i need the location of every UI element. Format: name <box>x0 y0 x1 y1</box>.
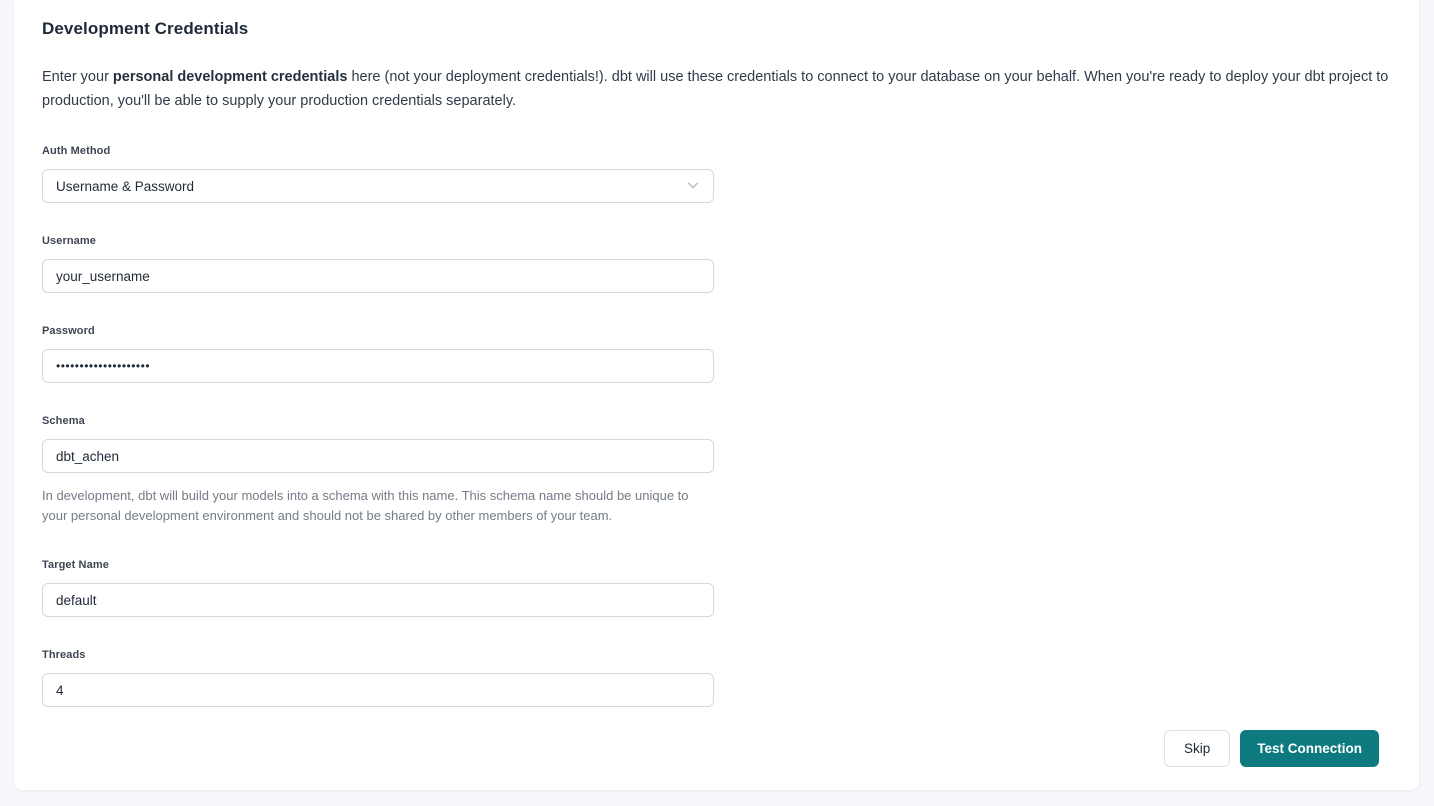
intro-text-bold: personal development credentials <box>112 69 348 85</box>
threads-input[interactable] <box>42 673 714 707</box>
auth-method-field-group <box>42 145 714 203</box>
schema-label: Schema <box>42 415 85 427</box>
schema-input[interactable] <box>42 439 714 473</box>
credentials-form <box>42 145 1391 707</box>
password-input[interactable] <box>42 349 714 383</box>
target-name-input[interactable] <box>42 583 714 617</box>
form-actions <box>14 707 1419 767</box>
username-input[interactable] <box>42 259 714 293</box>
threads-field-group <box>42 649 714 707</box>
page-title: Development Credentials <box>42 19 249 38</box>
chevron-down-icon <box>686 178 700 195</box>
auth-method-selected-value: Username & Password <box>56 178 195 194</box>
test-connection-button[interactable]: Test Connection <box>1240 730 1379 767</box>
target-name-label: Target Name <box>42 559 109 571</box>
username-field-group <box>42 235 714 293</box>
auth-method-label: Auth Method <box>42 145 111 157</box>
intro-text-pre: Enter your <box>42 69 113 85</box>
skip-button[interactable]: Skip <box>1164 730 1230 767</box>
threads-label: Threads <box>42 649 86 661</box>
username-label: Username <box>42 235 96 247</box>
schema-help-text: In development, dbt will build your models into a schema with this name. This schema name should be unique to your personal development environment and should not be shared by other members of your team. <box>42 488 689 523</box>
intro-paragraph <box>42 65 1391 113</box>
credentials-card <box>14 0 1419 790</box>
password-label: Password <box>42 325 95 337</box>
auth-method-select[interactable] <box>42 169 714 203</box>
target-name-field-group <box>42 559 714 617</box>
intro-text-post: here (not your deployment credentials!). dbt will use these credentials to connect to your database on your behalf. When you're ready to deploy your dbt project to production, you'll be able to supply your production credentials separately. <box>42 69 1389 109</box>
password-field-group <box>42 325 714 383</box>
schema-field-group <box>42 415 714 526</box>
